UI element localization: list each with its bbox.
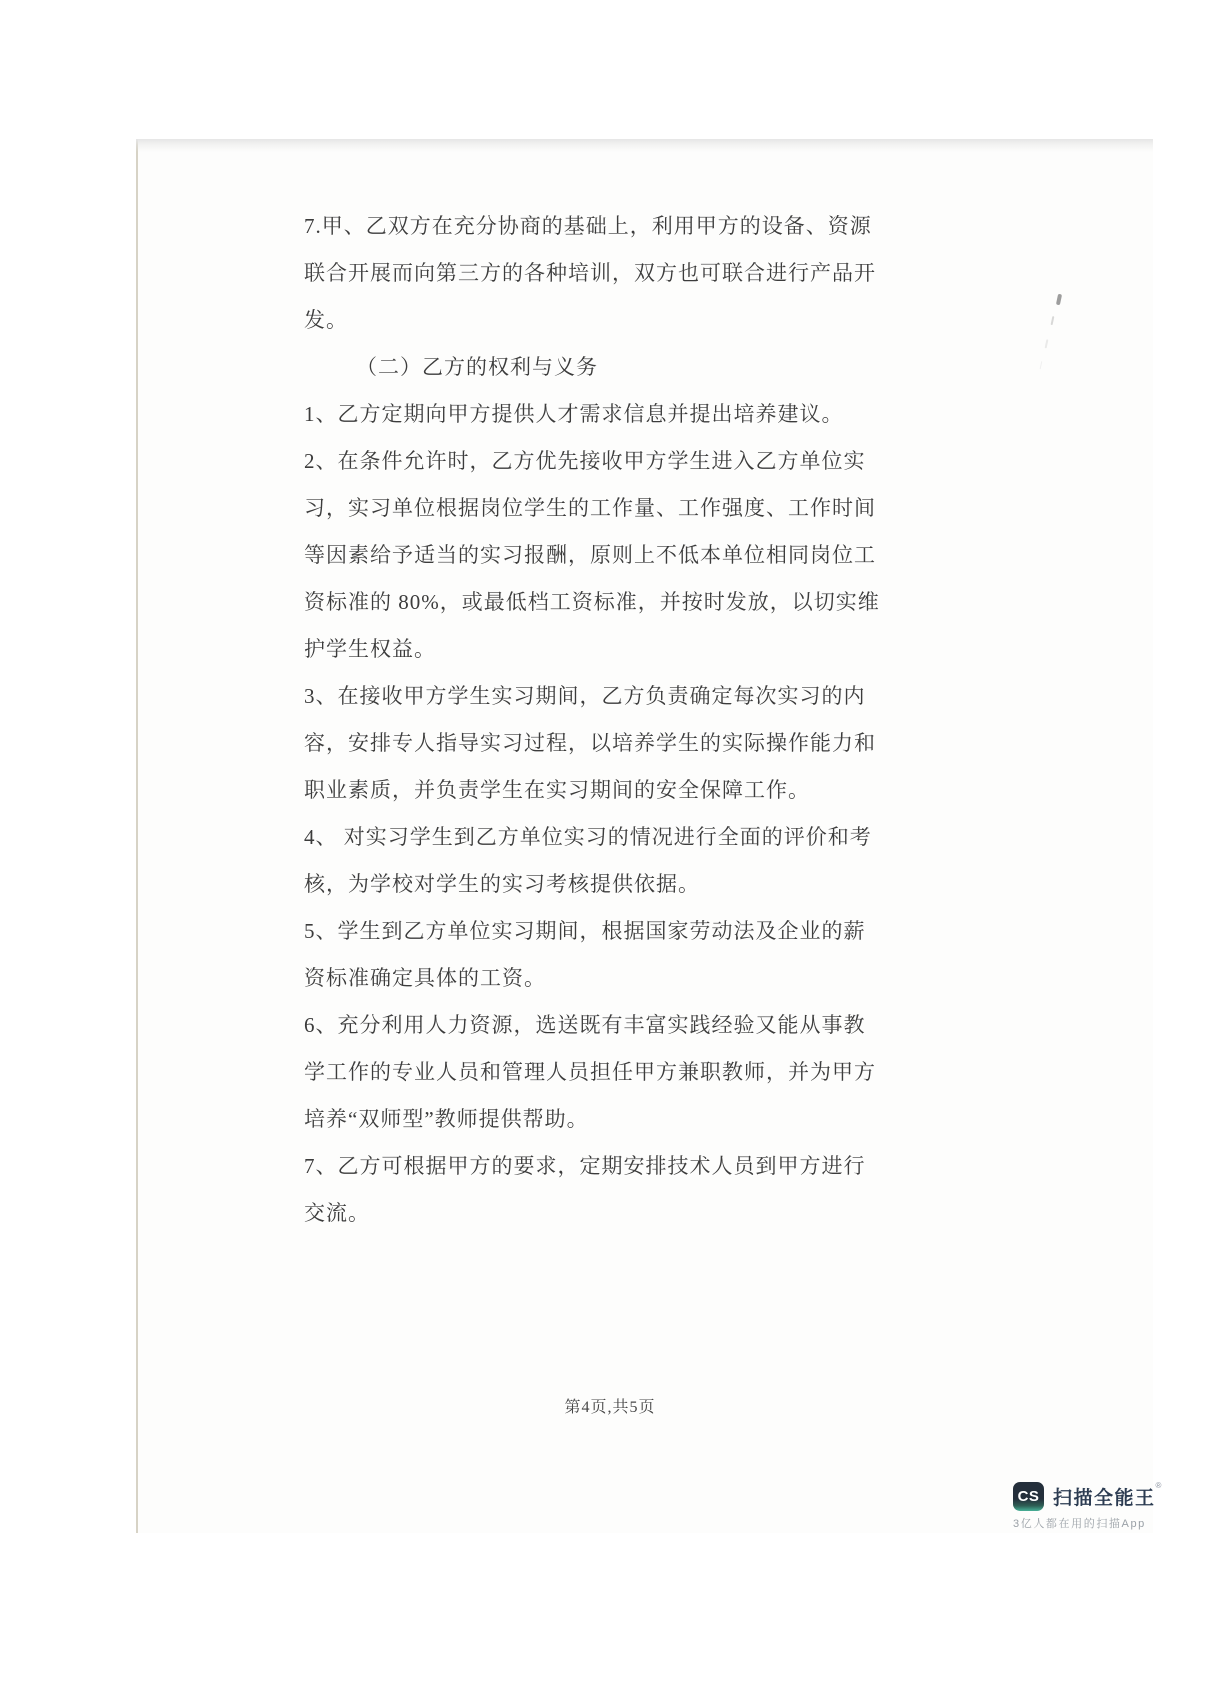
document-line: 等因素给予适当的实习报酬，原则上不低本单位相同岗位工 <box>304 543 876 567</box>
document-line: 职业素质，并负责学生在实习期间的安全保障工作。 <box>304 778 810 802</box>
page-number: 第4页,共5页 <box>564 1399 656 1416</box>
document-line: 5、学生到乙方单位实习期间，根据国家劳动法及企业的薪 <box>304 919 866 943</box>
document-line: 培养“双师型”教师提供帮助。 <box>304 1107 589 1131</box>
document-line: 发。 <box>304 308 348 332</box>
document-line: 护学生权益。 <box>304 637 436 661</box>
app-name-text: 扫描全能王 <box>1053 1488 1156 1509</box>
document-line: 7、乙方可根据甲方的要求，定期安排技术人员到甲方进行 <box>304 1154 866 1178</box>
document-line: 核，为学校对学生的实习考核提供依据。 <box>304 872 700 896</box>
document-line: 联合开展而向第三方的各种培训，双方也可联合进行产品开 <box>304 261 876 285</box>
document-line: 3、在接收甲方学生实习期间，乙方负责确定每次实习的内 <box>304 684 866 708</box>
document-line: （二）乙方的权利与义务 <box>356 355 598 379</box>
document-line: 资标准的 80%，或最低档工资标准，并按时发放，以切实维 <box>304 590 880 614</box>
document-line: 资标准确定具体的工资。 <box>304 966 546 990</box>
document-line: 4、 对实习学生到乙方单位实习的情况进行全面的评价和考 <box>304 825 872 849</box>
document-text <box>304 203 904 1237</box>
document-line: 6、充分利用人力资源，选送既有丰富实践经验又能从事教 <box>304 1013 866 1037</box>
document-line: 交流。 <box>304 1201 370 1225</box>
camscanner-brand-row <box>1013 1482 1163 1511</box>
document-line: 习，实习单位根据岗位学生的工作量、工作强度、工作时间 <box>304 496 876 520</box>
camscanner-app-name <box>1053 1483 1163 1510</box>
cs-logo-icon: CS <box>1013 1482 1044 1511</box>
document-line: 学工作的专业人员和管理人员担任甲方兼职教师，并为甲方 <box>304 1060 876 1084</box>
document-line: 2、在条件允许时，乙方优先接收甲方学生进入乙方单位实 <box>304 449 866 473</box>
trademark-mark: ® <box>1155 1481 1163 1490</box>
document-line: 容，安排专人指导实习过程，以培养学生的实际操作能力和 <box>304 731 876 755</box>
document-line: 1、乙方定期向甲方提供人才需求信息并提出培养建议。 <box>304 402 844 426</box>
camscanner-watermark <box>1013 1482 1163 1531</box>
camscanner-tagline: 3亿人都在用的扫描App <box>1013 1518 1146 1530</box>
document-line: 7.甲、乙双方在充分协商的基础上，利用甲方的设备、资源 <box>304 214 872 238</box>
